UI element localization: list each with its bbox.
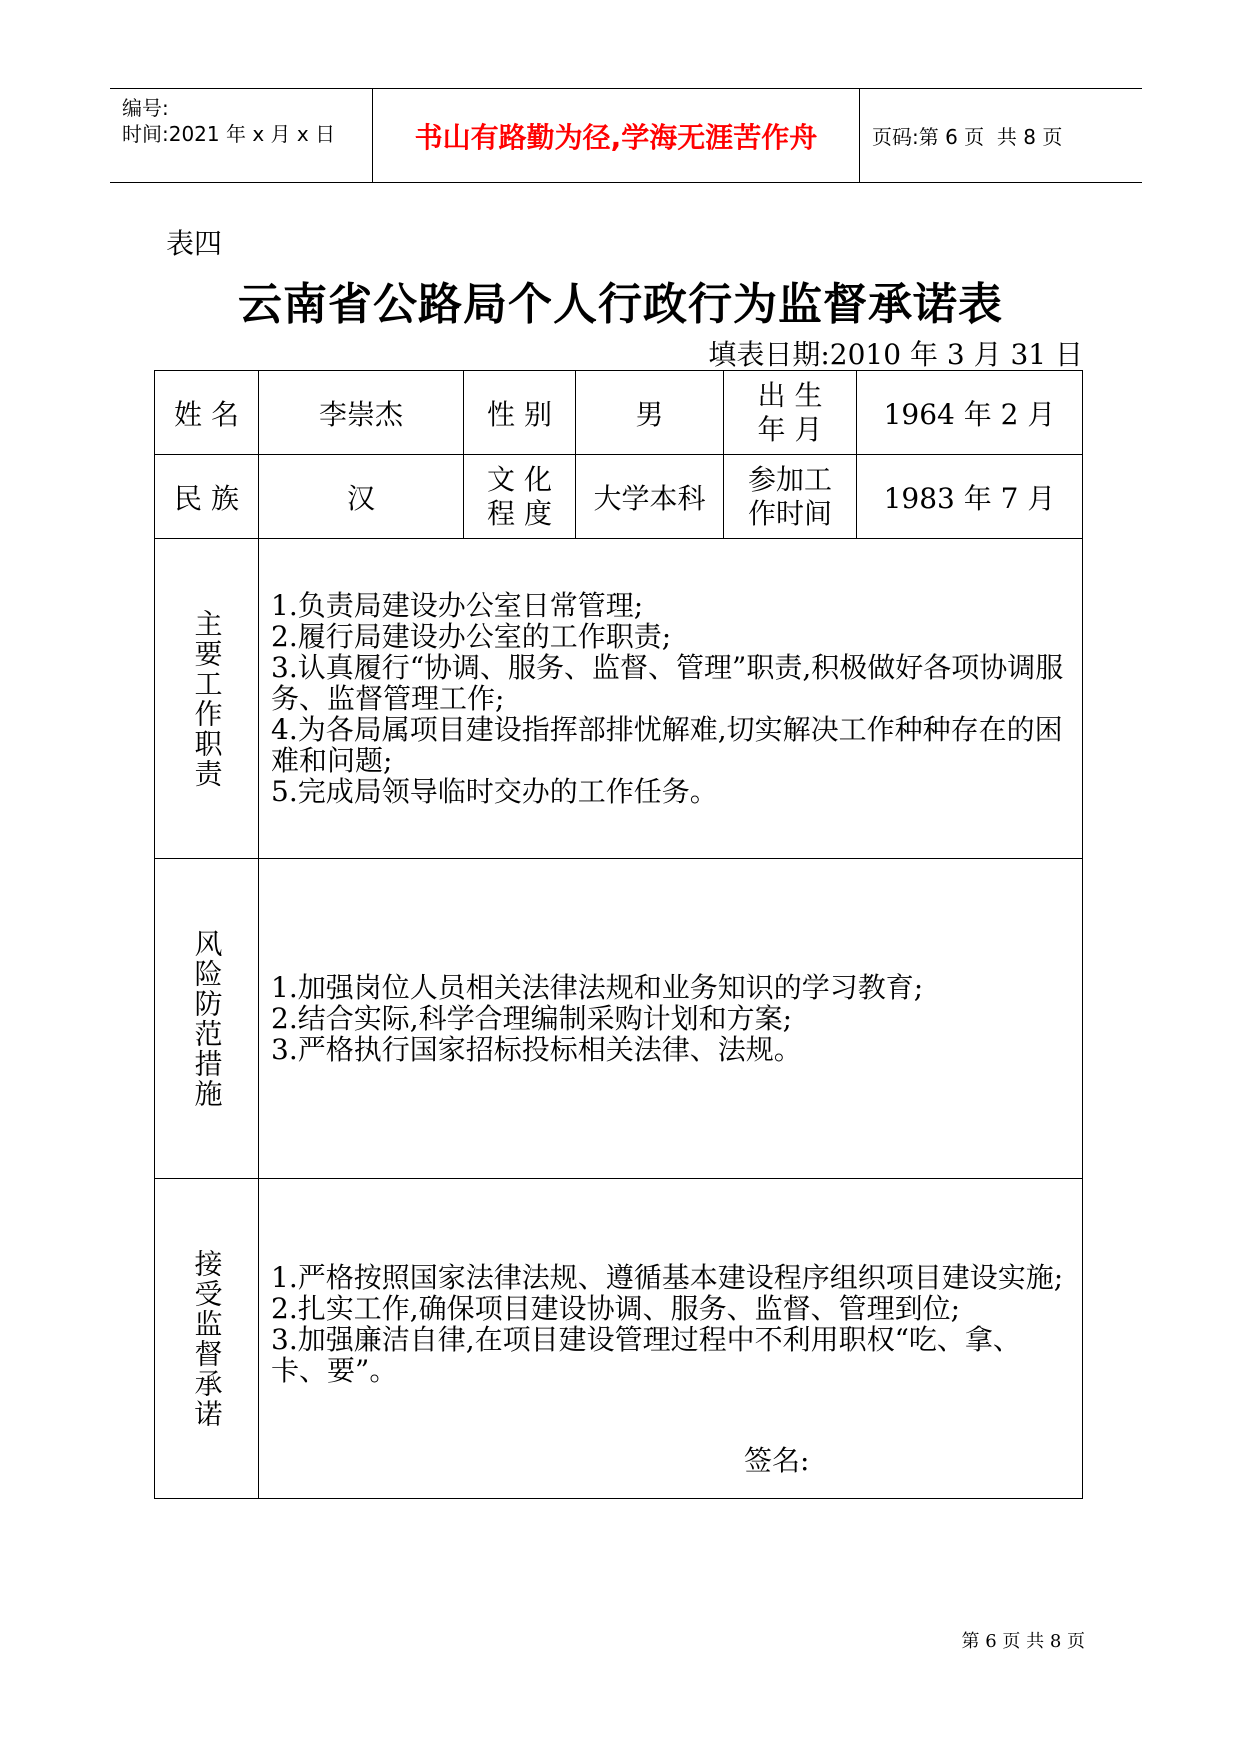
risk-content [259, 859, 1083, 1179]
duty-item: 4.为各局属项目建设指挥部排忧解难,切实解决工作种种存在的困难和问题; [271, 713, 1063, 777]
page-footer: 第 6 页 共 8 页 [961, 1631, 1085, 1652]
education-label [464, 455, 576, 539]
commit-label: 接受监督承诺 [190, 1248, 224, 1429]
birth-label-line-1: 出 生 [757, 378, 823, 412]
education-value: 大学本科 [576, 455, 724, 539]
education-label-line-2: 程 度 [487, 496, 552, 530]
form-row-risks [155, 859, 1083, 1179]
document-title: 云南省公路局个人行政行为监督承诺表 [238, 279, 1003, 330]
work-start-label-line-2: 作时间 [747, 496, 832, 530]
name-value: 李崇杰 [259, 371, 464, 455]
commit-item: 2.扎实工作,确保项目建设协调、服务、监督、管理到位; [271, 1291, 961, 1325]
header-motto: 书山有路勤为径,学海无涯苦作舟 [373, 89, 860, 182]
risk-label-cell [155, 859, 259, 1179]
header-page-code [860, 89, 1142, 182]
time-label: 时间:2021 年 x 月 x 日 [122, 122, 336, 146]
birth-value: 1964 年 2 月 [857, 371, 1083, 455]
commit-item: 3.加强廉洁自律,在项目建设管理过程中不利用职权“吃、拿、卡、要”。 [271, 1322, 1021, 1387]
duty-item: 5.完成局领导临时交办的工作任务。 [271, 775, 718, 808]
duty-item: 2.履行局建设办公室的工作职责; [271, 620, 672, 653]
duty-item: 1.负责局建设办公室日常管理; [271, 589, 644, 622]
number-label: 编号: [122, 96, 169, 120]
header-meta [110, 89, 373, 182]
risk-item: 1.加强岗位人员相关法律法规和业务知识的学习教育; [271, 971, 924, 1004]
risk-item: 3.严格执行国家招标投标相关法律、法规。 [271, 1033, 802, 1066]
work-start-value: 1983 年 7 月 [857, 455, 1083, 539]
page-code: 页码:第 6 页 共 8 页 [872, 125, 1063, 149]
form-row-basic-2 [155, 455, 1083, 539]
form-row-duties [155, 539, 1083, 859]
birth-label-line-2: 年 月 [757, 412, 823, 446]
risk-label: 风险防范措施 [190, 928, 224, 1109]
duties-label-cell [155, 539, 259, 859]
gender-value: 男 [576, 371, 724, 455]
form-row-commitments [155, 1179, 1083, 1499]
name-label: 姓 名 [155, 371, 259, 455]
duty-item: 3.认真履行“协调、服务、监督、管理”职责,积极做好各项协调服务、监督管理工作; [271, 651, 1064, 715]
form-row-basic-1 [155, 371, 1083, 455]
fill-date: 填表日期:2010 年 3 月 31 日 [708, 338, 1083, 371]
ethnic-label: 民 族 [155, 455, 259, 539]
supervision-form [154, 370, 1083, 1499]
education-label-line-1: 文 化 [487, 462, 552, 496]
duties-label: 主要工作职责 [190, 608, 224, 789]
commit-content [259, 1179, 1083, 1499]
duties-content [259, 539, 1083, 859]
commit-item: 1.严格按照国家法律法规、遵循基本建设程序组织项目建设实施; [271, 1260, 1064, 1294]
work-start-label [724, 455, 857, 539]
birth-label [724, 371, 857, 455]
work-start-label-line-1: 参加工 [747, 462, 832, 496]
risk-item: 2.结合实际,科学合理编制采购计划和方案; [271, 1002, 793, 1035]
page-header [110, 88, 1142, 183]
ethnic-value: 汉 [259, 455, 464, 539]
table-label: 表四 [166, 227, 223, 260]
commit-label-cell [155, 1179, 259, 1499]
signature-label: 签名: [744, 1444, 810, 1477]
gender-label: 性 别 [464, 371, 576, 455]
